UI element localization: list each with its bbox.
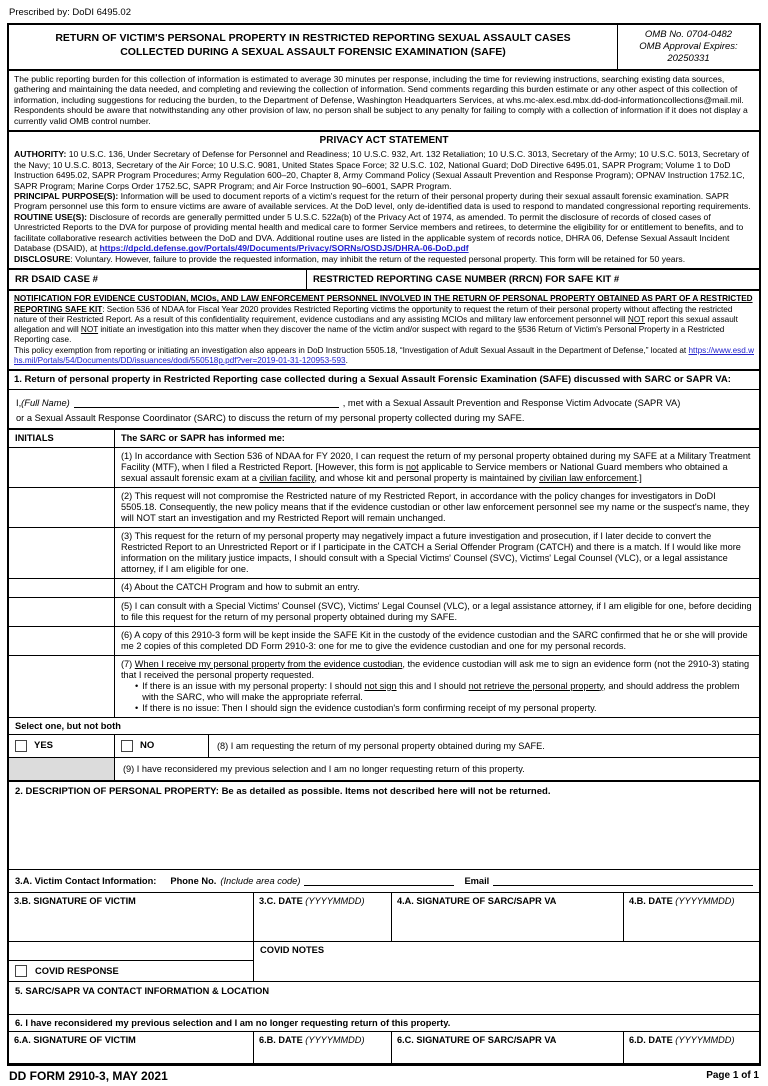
- section-1-heading: 1. Return of personal property in Restricted Reporting case collected during a Sexual Assault Forensic Examination (SAFE) discussed with SARC or SAPR VA:: [9, 374, 759, 390]
- notification-block: [9, 291, 759, 371]
- victim-contact-label: 3.A. Victim Contact Information:: [15, 875, 157, 886]
- prescribed-by-line: Prescribed by: DoDI 6495.02: [9, 7, 131, 18]
- sarc-signature-date-field-6d[interactable]: 6.D. DATE (YYYYMMDD): [629, 1034, 735, 1045]
- signature-row-3b-4b: [9, 893, 759, 942]
- select-one-instruction: Select one, but not both: [9, 718, 759, 735]
- email-label: Email: [464, 875, 490, 886]
- section-5-contact-area[interactable]: [9, 982, 759, 1015]
- covid-left-column: [9, 942, 254, 981]
- full-name-hint: (Full Name): [21, 398, 70, 409]
- item-9-row: [9, 758, 759, 782]
- omb-expires-date: 20250331: [667, 52, 710, 64]
- privacy-principal-purpose: PRINCIPAL PURPOSE(S): Information will be used to document reports of a victim's request for the return of their personal property during their sexual assault forensic examination. SAPR Program personnel use this form to ensure victims are aware of available services. At the DoD level, only de-identified data is used to respond to mandated congressional reporting requirements.: [14, 190, 751, 212]
- sarc-signature-date-field[interactable]: 4.B. DATE (YYYYMMDD): [629, 895, 735, 906]
- initials-column-header: INITIALS: [9, 430, 115, 447]
- yes-no-row: [9, 735, 759, 758]
- initials-input-5[interactable]: [9, 598, 115, 626]
- covid-response-option[interactable]: [9, 961, 253, 981]
- informed-item-7-main: (7) When I receive my personal property from the evidence custodian, the evidence custodian will ask me to sign an evidence form (not the 2910-3) stating that I received the personal property requested.: [121, 658, 750, 680]
- bullet-2-text: If there is no issue: Then I should sign the evidence custodian's form confirming receipt of my personal property.: [142, 702, 597, 713]
- burden-statement: The public reporting burden for this collection of information is estimated to average 30 minutes per response, including the time for reviewing instructions, searching existing data sources, gathering and maintaining the data needed, and completing and reviewing the collection of information. Send comments regarding this burden estimate or any other aspect of this collection of information, including suggestions for reducing the burden, to the Department of Defense, Washington Headquarters Services, at whs.mc-alex.esd.mbx.dd-dod-informationcollections@mail.mil. Respondents should be aware that notwithstanding any other provision of law, no person shall be subject to any penalty for failing to comply with a collection of information if it does not display a currently valid OMB control number.: [9, 71, 759, 132]
- omb-box: [617, 25, 759, 69]
- victim-signature-field[interactable]: 3.B. SIGNATURE OF VICTIM: [9, 893, 254, 941]
- informed-item-7: [115, 656, 759, 717]
- initials-input-3[interactable]: [9, 528, 115, 578]
- informed-item-5: (5) I can consult with a Special Victims' Counsel (SVC), Victims' Legal Counsel (VLC), or a legal assistance attorney, if I am eligible for one, before deciding to file this request for the return of my personal property obtained during my SAFE.: [121, 600, 752, 622]
- section-5-heading: 5. SARC/SAPR VA CONTACT INFORMATION & LOCATION: [15, 985, 270, 996]
- form-title-line2: COLLECTED DURING A SEXUAL ASSAULT FORENSIC EXAMINATION (SAFE): [120, 46, 506, 59]
- initials-table: [9, 430, 759, 718]
- sarc-signature-field-6c[interactable]: 6.C. SIGNATURE OF SARC/SAPR VA: [392, 1032, 624, 1063]
- email-input[interactable]: [493, 874, 753, 886]
- section-1: [9, 371, 759, 430]
- table-row: [9, 448, 759, 488]
- section-1-name-line: [14, 394, 754, 411]
- covid-block: [9, 942, 759, 982]
- victim-contact-row: [9, 870, 759, 893]
- table-row: [9, 656, 759, 717]
- signature-row-6a-6d: [9, 1032, 759, 1064]
- initials-input-6[interactable]: [9, 627, 115, 655]
- item-8-text: (8) I am requesting the return of my personal property obtained during my SAFE.: [217, 740, 545, 751]
- privacy-authority: AUTHORITY: 10 U.S.C. 136, Under Secretary of Defense for Personnel and Readiness; 10 U.S.C. 932, Art. 132 Retaliation; 10 U.S.C. 3013, Secretary of the Army; 10 U.S.C. 5013, Secretary of the Navy; 10 U.S.C. 8013, Secretary of the Air Force; 10 U.S.C. 9081, United States Space Force; 32 U.S.C. 102, National Guard; DoD Directive 6495.01, SAPR Program; Volume 1 to DoD Instruction 6495.02, SAPR Program Procedures; Army Regulation 600–20, Chapter 8, Army Command Policy (Sexual Assault Prevention and Response Program); OPNAV Instruction 1752.1C, SAPR Program; Marine Corps Order 1752.5C, SAPR Program; and Air Force Instruction 90–6001, SAPR Program.: [14, 149, 749, 191]
- covid-empty-cell: [9, 942, 253, 961]
- page-number: Page 1 of 1: [706, 1070, 759, 1082]
- privacy-disclosure: DISCLOSURE: Voluntary. However, failure to provide the requested information, may inhibit the return of the requested personal property. This form will be retained for 50 years.: [14, 253, 686, 264]
- name-line-suffix: , met with a Sexual Assault Prevention and Response Victim Advocate (SAPR VA): [342, 398, 681, 409]
- phone-label: Phone No.: [170, 875, 217, 886]
- form-header: [9, 25, 759, 71]
- informed-item-2: (2) This request will not compromise the Restricted nature of my Restricted Report, in accordance with the policy changes for investigators in DoDI 5505.18. Consequently, the new policy means that if the evidence custodian or other law enforcement personnel see my name or the suspect's name, they will NOT start an investigation and my Restricted Report will remain unchanged.: [121, 491, 750, 524]
- notification-policy-exemption: This policy exemption from reporting or initiating an investigation also appears in DoD Instruction 5505.18, “Investigation of Adult Sexual Assault in the Department of Defense,” located at https://www.esd.whs.mil/Portals/54/Documents/DD/issuances/dodi/550518p.pdf?ver=2019-01-31-120953-593.: [14, 345, 755, 365]
- section-2-heading: 2. DESCRIPTION OF PERSONAL PROPERTY: Be as detailed as possible. Items not described here will not be returned.: [15, 785, 551, 797]
- item-9-text: (9) I have reconsidered my previous selection and I am no longer requesting return of this property.: [123, 763, 525, 774]
- phone-input[interactable]: [304, 874, 454, 886]
- section-2-description-area[interactable]: [9, 782, 759, 870]
- omb-number: OMB No. 0704-0482: [644, 29, 733, 40]
- item-9-shaded-cell: [9, 758, 115, 780]
- bullet-1-text: If there is an issue with my personal property: I should not sign this and I should not retrieve the personal property, and should address the problem with the SARC, who will make the appropriate referral.: [142, 680, 740, 702]
- case-number-row: [9, 270, 759, 291]
- informed-column-header: The SARC or SAPR has informed me:: [121, 433, 285, 444]
- table-row: [9, 598, 759, 627]
- informed-item-6: (6) A copy of this 2910-3 form will be kept inside the SAFE Kit in the custody of the evidence custodian and the SARC confirmed that he or she will provide me 2 copies of this completed DD Form 2910-3: one for me to give the evidence custodian and one for my personal records.: [121, 629, 748, 651]
- form-title-line1: RETURN OF VICTIM'S PERSONAL PROPERTY IN RESTRICTED REPORTING SEXUAL ASSAULT CASES: [55, 32, 571, 44]
- initials-input-4[interactable]: [9, 579, 115, 596]
- yes-label: YES: [34, 740, 54, 752]
- omb-expires-label: OMB Approval Expires:: [639, 40, 738, 52]
- informed-item-3: (3) This request for the return of my personal property may negatively impact a future investigation and prosecution, if I later decide to convert the Restricted Report to an Unrestricted Report or if I participate in the CATCH a Serial Offender Program (CATCH) and there is a match. If I would like more information on the military justice impacts, I should consult with a Special Victims' Counsel (SVC), Victims' Legal Counsel (VLC), or a legal assistance attorney, if I am eligible for one.: [121, 531, 741, 575]
- notification-paragraph: NOTIFICATION FOR EVIDENCE CUSTODIAN, MCIOs, AND LAW ENFORCEMENT PERSONNEL INVOLVED IN THE RETURN OF PERSONAL PROPERTY OBTAINED AS PART OF A RESTRICTED REPORTING SAFE KIT: Section 536 of NDAA for Fiscal Year 2020 provides Restricted Reporting victims the opportunity to request the return of their personal property without affecting the restricted nature of their Restricted Report. As a result of this confidentiality requirement, evidence custodians and any assisting MCIOs and military law enforcement personnel will NOT report this sexual assault allegation and will NOT initiate an investigation into this matter when they discover the name of the victim and/or suspect with regard to the §536 Return of Victim's Personal Property in a Restricted Reporting case.: [14, 294, 753, 345]
- phone-hint: (Include area code): [220, 875, 301, 886]
- victim-signature-field-6a[interactable]: 6.A. SIGNATURE OF VICTIM: [9, 1032, 254, 1063]
- full-name-input[interactable]: [74, 396, 339, 408]
- name-line-prefix: I,: [16, 398, 22, 409]
- table-row: [9, 488, 759, 528]
- privacy-act-statement: [9, 132, 759, 270]
- yes-option[interactable]: [9, 735, 115, 757]
- form-title: [9, 25, 617, 69]
- covid-response-label: COVID RESPONSE: [35, 965, 119, 976]
- no-label: NO: [140, 740, 155, 752]
- covid-notes-field[interactable]: COVID NOTES: [260, 944, 325, 955]
- initials-input-1[interactable]: [9, 448, 115, 487]
- table-row: [9, 579, 759, 597]
- form-footer: [7, 1066, 761, 1086]
- initials-input-7[interactable]: [9, 656, 115, 717]
- no-checkbox[interactable]: [121, 740, 133, 752]
- yes-checkbox[interactable]: [15, 740, 27, 752]
- privacy-act-title: PRIVACY ACT STATEMENT: [319, 135, 449, 147]
- rrcn-safe-kit-field[interactable]: RESTRICTED REPORTING CASE NUMBER (RRCN) FOR SAFE KIT #: [306, 270, 759, 289]
- form-body: [7, 23, 761, 1066]
- victim-signature-date-field[interactable]: 3.C. DATE (YYYYMMDD): [254, 893, 392, 941]
- bullet-icon: •: [135, 680, 139, 691]
- victim-signature-date-field-6b[interactable]: 6.B. DATE (YYYYMMDD): [254, 1032, 392, 1063]
- initials-input-2[interactable]: [9, 488, 115, 527]
- informed-item-1: (1) In accordance with Section 536 of NDAA for FY 2020, I can request the return of my personal property obtained during my SAFE at a Military Treatment Facility (MTF), when I filed a Restricted Report. [However, this form is not applicable to Service members or National Guard members who obtained a sexual assault forensic exam at a civilian facility, and whose kit and personal property is maintained by civilian law enforcement.]: [121, 451, 751, 484]
- section-6-heading: 6. I have reconsidered my previous selection and I am no longer requesting return of this property.: [9, 1015, 759, 1032]
- sarc-signature-field[interactable]: 4.A. SIGNATURE OF SARC/SAPR VA: [392, 893, 624, 941]
- initials-table-header: [9, 430, 759, 448]
- informed-item-4: (4) About the CATCH Program and how to submit an entry.: [121, 582, 360, 593]
- covid-response-checkbox[interactable]: [15, 965, 27, 977]
- informed-item-7-bullet-2: [121, 703, 753, 714]
- informed-item-7-bullet-1: [121, 681, 753, 703]
- no-option[interactable]: [115, 735, 209, 757]
- section-1-line2: or a Sexual Assault Response Coordinator (SARC) to discuss the return of my personal property collected during my SAFE.: [16, 413, 525, 424]
- privacy-routine-use: ROUTINE USE(S): Disclosure of records are generally permitted under 5 U.S.C. 522a(b) of the Privacy Act of 1974, as amended. To permit the disclosure of records of closed cases of Unrestricted Reports to the DVA for purpose of providing mental health and medical care to former Service members and retirees, to determine the eligibility for or entitlement to benefits, and to facilitate collaborative research activities between the DoD and DVA. Additional routine uses are listed in the applicable system of records notice, DHRA 06, Defense Sexual Assault Incident Database (DSAID), at https://dpcld.defense.gov/Portals/49/Documents/Privacy/SORNs/OSDJS/DHRA-06-DoD.pdf: [14, 211, 744, 254]
- rr-dsaid-case-field[interactable]: RR DSAID CASE #: [15, 274, 98, 286]
- form-id: DD FORM 2910-3, MAY 2021: [9, 1068, 168, 1083]
- table-row: [9, 627, 759, 656]
- table-row: [9, 528, 759, 579]
- bullet-icon: •: [135, 702, 139, 713]
